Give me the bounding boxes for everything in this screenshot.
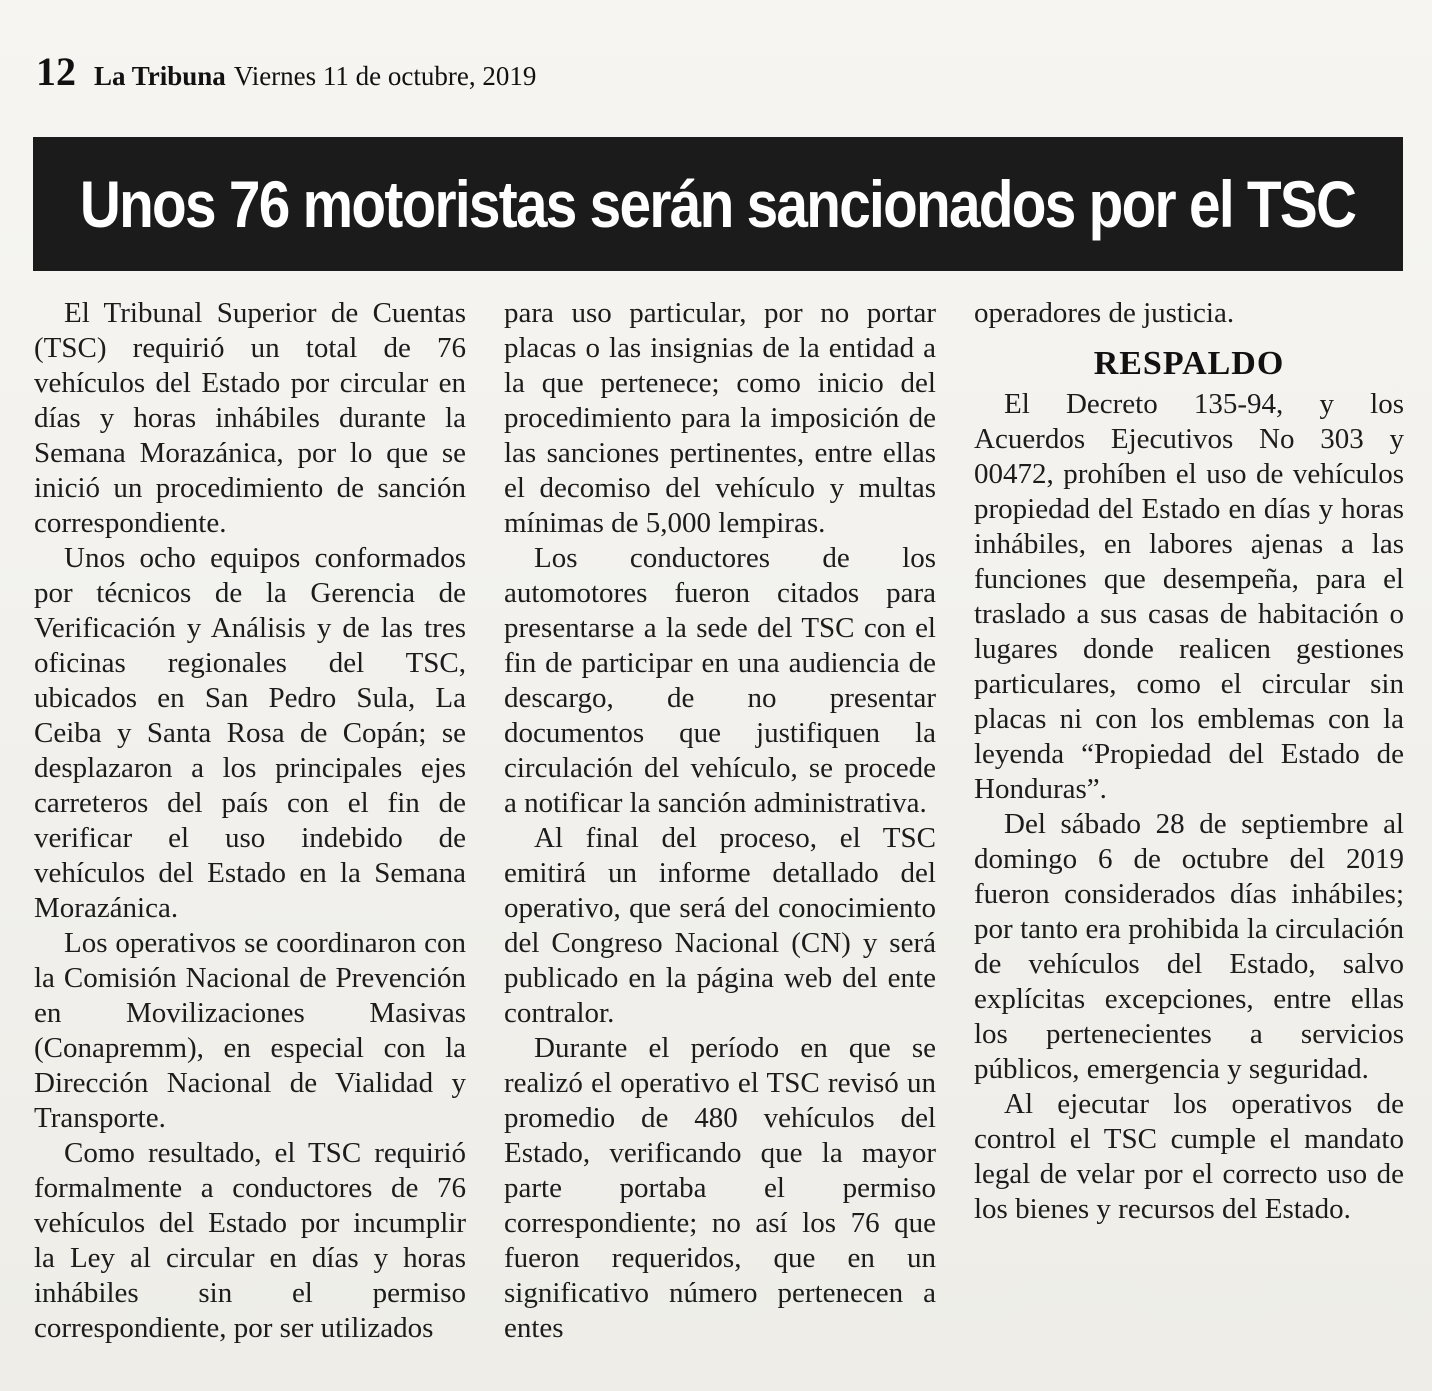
article-paragraph: Durante el período en que se realizó el operativo el TSC revisó un promedio de 480 vehículos del Estado, verificando que la mayor parte portaba el permiso correspondiente; no así los 76 que fueron requeridos, que en un significativo número pertenecen a entes (504, 1032, 936, 1344)
newspaper-name: La Tribuna (94, 61, 226, 91)
article-paragraph-continued: para uso particular, por no portar placas o las insignias de la entidad a la que pertenece; como inicio del procedimiento para la imposición de las sanciones pertinentes, entre ellas el decomiso del vehículo y multas mínimas de 5,000 lempiras. (504, 297, 936, 539)
article-paragraph: Al final del proceso, el TSC emitirá un informe detallado del operativo, que será del conocimiento del Congreso Nacional (CN) y será publicado en la página web del ente contralor. (504, 822, 936, 1029)
article-paragraph: Del sábado 28 de septiembre al domingo 6 de octubre del 2019 fueron considerados días inhábiles; por tanto era prohibida la circulación de vehículos del Estado, salvo explícitas excepciones, entre ellas los pertenecientes a servicios públicos, emergencia y seguridad. (974, 808, 1404, 1085)
article-paragraph: Los conductores de los automotores fueron citados para presentarse a la sede del TSC con el fin de participar en una audiencia de descargo, de no presentar documentos que justifiquen la circulación del vehículo, se procede a notificar la sanción administrativa. (504, 542, 936, 819)
headline-banner (33, 137, 1403, 271)
article-paragraph: Como resultado, el TSC requirió formalmente a conductores de 76 vehículos del Estado por incumplir la Ley al circular en días y horas inhábiles sin el permiso correspondiente, por ser utilizados (34, 1137, 466, 1344)
page-number: 12 (36, 49, 76, 94)
article-paragraph: Los operativos se coordinaron con la Comisión Nacional de Prevención en Movilizaciones Masivas (Conapremm), en especial con la Dirección Nacional de Vialidad y Transporte. (34, 927, 466, 1134)
publication-date: Viernes 11 de octubre, 2019 (233, 61, 537, 91)
article-paragraph: El Decreto 135-94, y los Acuerdos Ejecutivos No 303 y 00472, prohíben el uso de vehículos propiedad del Estado en días y horas inhábiles, en labores ajenas a las funciones que desempeña, para el traslado a sus casas de habitación o lugares donde realicen gestiones particulares, como el circular sin placas ni con los emblemas con la leyenda “Propiedad del Estado de Honduras”. (974, 388, 1404, 805)
article-paragraph-continued: operadores de justicia. (974, 297, 1235, 329)
article-paragraph: El Tribunal Superior de Cuentas (TSC) requirió un total de 76 vehículos del Estado por circular en días y horas inhábiles durante la Semana Morazánica, por lo que se inició un procedimiento de sanción correspondiente. (34, 297, 466, 539)
article-headline: Unos 76 motoristas serán sancionados por el TSC (80, 167, 1356, 241)
section-subhead: RESPALDO (1093, 345, 1285, 382)
article-paragraph: Unos ocho equipos conformados por técnicos de la Gerencia de Verificación y Análisis y de las tres oficinas regionales del TSC, ubicados en San Pedro Sula, La Ceiba y Santa Rosa de Copán; se desplazaron a los principales ejes carreteros del país con el fin de verificar el uso indebido de vehículos del Estado en la Semana Morazánica. (34, 542, 466, 924)
article-column-3 (974, 296, 1404, 1227)
article-paragraph: Al ejecutar los operativos de control el TSC cumple el mandato legal de velar por el correcto uso de los bienes y recursos del Estado. (974, 1088, 1404, 1225)
page-header (36, 48, 536, 96)
article-column-2 (504, 296, 936, 1346)
article-column-1 (34, 296, 466, 1346)
